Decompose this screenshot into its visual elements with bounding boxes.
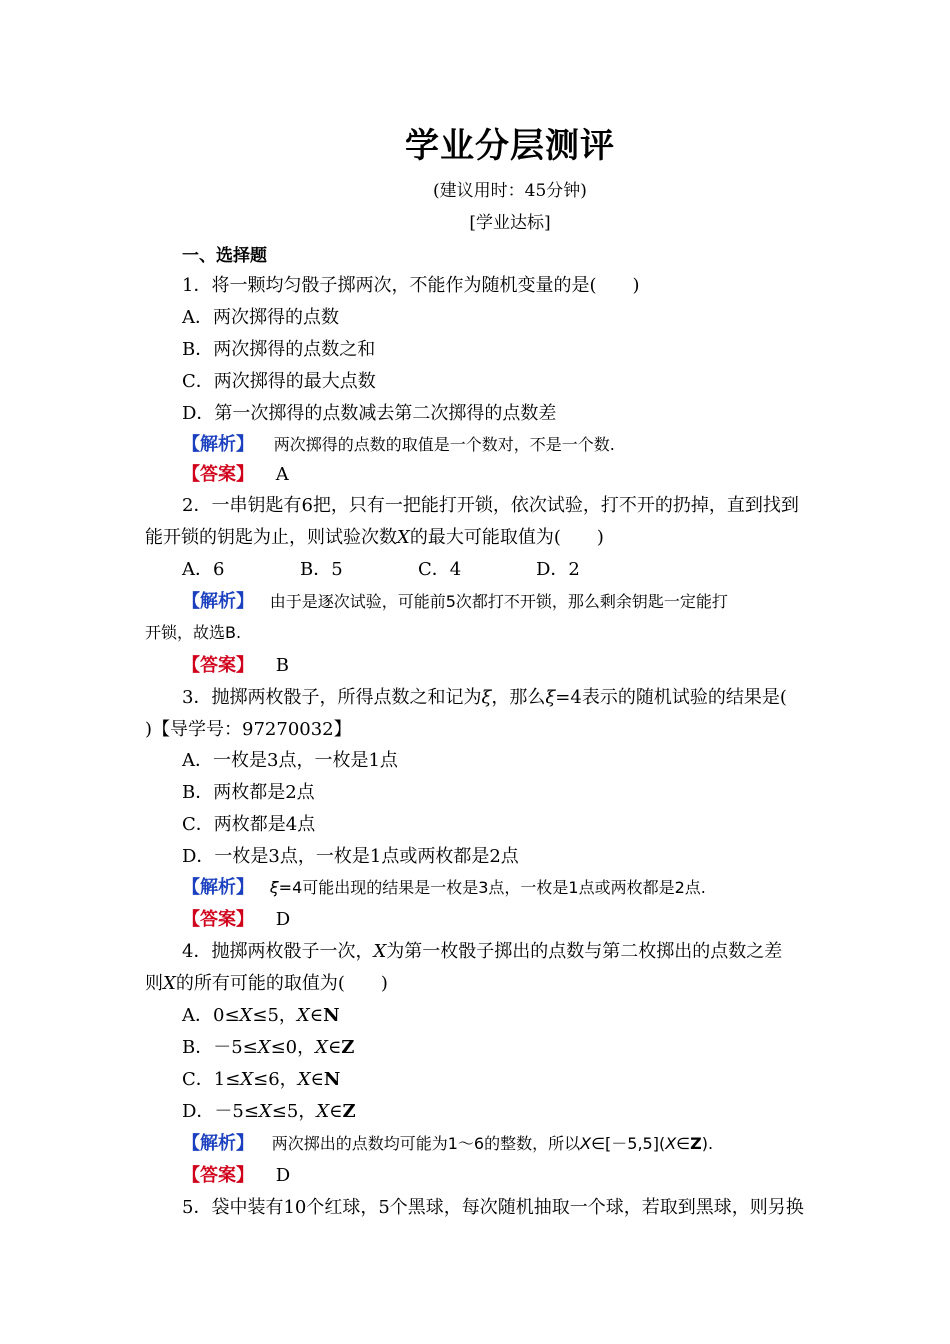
q2-stem-text-a: 能开锁的钥匙为止，则试验次数 (145, 527, 397, 548)
q3-answer-value: D (275, 909, 291, 930)
element-of-symbol: ∈ (676, 1134, 691, 1153)
q4-stem-text-c: 则 (145, 973, 163, 994)
answer-tag: 【答案】 (182, 464, 254, 485)
q3-xi-symbol: ξ (481, 687, 492, 708)
q4-analysis-text: 两次掷出的点数均可能为1～6的整数，所以 (271, 1134, 581, 1153)
option-range: ≤5， (252, 1005, 297, 1026)
question-2-stem-line1: 2．一串钥匙有6把，只有一把能打开锁，依次试验，打不开的扔掉，直到找到 (182, 495, 799, 516)
q4-option-d (182, 1097, 356, 1123)
page-title: 学业分层测评 (405, 126, 615, 166)
analysis-tag: 【解析】 (182, 591, 254, 612)
q2-variable: X (397, 527, 410, 548)
q4-stem-text-d: 的所有可能的取值为( ) (175, 973, 388, 994)
time-note: (建议用时：45分钟) (433, 181, 587, 201)
element-of-symbol: ∈ (309, 1005, 324, 1026)
number-set: N (323, 1005, 340, 1026)
q1-option-a: A．两次掷得的点数 (182, 307, 339, 328)
q4-variable: X (665, 1134, 677, 1153)
q3-answer (182, 905, 290, 931)
option-label: C．1≤ (182, 1069, 241, 1090)
q1-answer (182, 460, 289, 486)
q4-option-c (182, 1065, 340, 1091)
q4-variable: X (258, 1101, 272, 1122)
question-4-stem-line2 (145, 969, 388, 995)
answer-tag: 【答案】 (182, 1165, 254, 1186)
section-heading: 一、选择题 (182, 246, 267, 266)
number-set: N (323, 1069, 341, 1090)
question-1-stem: 1．将一颗均匀骰子掷两次，不能作为随机变量的是( ) (182, 275, 640, 296)
q3-option-b: B．两枚都是2点 (182, 782, 315, 803)
q2-option-c: C．4 (418, 559, 462, 580)
q2-answer-value: B (275, 655, 289, 676)
q1-option-d: D．第一次掷得的点数减去第二次掷得的点数差 (182, 403, 557, 424)
q4-variable: X (296, 1005, 310, 1026)
q4-option-a (182, 1001, 340, 1027)
option-range: ≤0， (270, 1037, 316, 1058)
element-of-symbol: ∈ (591, 1134, 606, 1153)
q4-analysis-end: ). (701, 1134, 714, 1153)
q2-options (182, 555, 654, 581)
answer-tag: 【答案】 (182, 655, 254, 676)
q2-analysis-text-line1: 由于是逐次试验，可能前5次都打不开锁，那么剩余钥匙一定能打 (269, 592, 728, 611)
analysis-tag: 【解析】 (182, 434, 254, 455)
q2-stem-text-b: 的最大可能取值为( ) (409, 527, 604, 548)
option-range: ≤6， (253, 1069, 298, 1090)
question-3-stem-line1 (182, 683, 787, 709)
analysis-tag: 【解析】 (182, 877, 254, 898)
number-set: Z (690, 1134, 702, 1153)
element-of-symbol: ∈ (327, 1037, 342, 1058)
q3-xi-symbol: ξ (269, 878, 279, 897)
question-3-stem-line2: )【导学号：97270032】 (145, 719, 352, 740)
q2-option-d: D．2 (536, 559, 580, 580)
q2-option-b: B．5 (300, 559, 343, 580)
question-5-stem-line1: 5．袋中装有10个红球，5个黑球，每次随机抽取一个球，若取到黑球，则另换 (182, 1197, 804, 1218)
q4-variable: X (257, 1037, 271, 1058)
q4-variable: X (240, 1069, 254, 1090)
q4-answer-value: D (275, 1165, 291, 1186)
number-set: Z (342, 1101, 356, 1122)
q1-option-b: B．两次掷得的点数之和 (182, 339, 376, 360)
q4-variable: X (297, 1069, 311, 1090)
q4-variable: X (580, 1134, 592, 1153)
q4-analysis (182, 1129, 713, 1155)
q4-variable: X (315, 1037, 328, 1058)
number-set: Z (341, 1037, 355, 1058)
q1-analysis-text: 两次掷得的点数的取值是一个数对，不是一个数. (273, 435, 615, 454)
q3-stem-text-a: 3．抛掷两枚骰子，所得点数之和记为 (182, 687, 482, 708)
q2-answer (182, 651, 289, 677)
option-range: ≤5， (271, 1101, 317, 1122)
question-2-stem-line2 (145, 523, 604, 549)
answer-tag: 【答案】 (182, 909, 254, 930)
element-of-symbol: ∈ (310, 1069, 324, 1090)
q3-stem-text-c: =4表示的随机试验的结果是( (555, 687, 787, 708)
q4-variable: X (316, 1101, 330, 1122)
q3-analysis-text: =4可能出现的结果是一枚是3点，一枚是1点或两枚都是2点. (278, 878, 706, 897)
option-label: B．－5≤ (182, 1037, 258, 1058)
q3-option-d: D．一枚是3点，一枚是1点或两枚都是2点 (182, 846, 519, 867)
section-tag: [学业达标] (469, 213, 551, 233)
q4-stem-text-a: 4．抛掷两枚骰子一次， (182, 941, 374, 962)
q3-option-a: A．一枚是3点，一枚是1点 (182, 750, 398, 771)
q4-stem-text-b: 为第一枚骰子掷出的点数与第二枚掷出的点数之差 (386, 941, 783, 962)
q2-analysis (182, 587, 728, 613)
q4-option-b (182, 1033, 354, 1059)
element-of-symbol: ∈ (329, 1101, 343, 1122)
q1-option-c: C．两次掷得的最大点数 (182, 371, 376, 392)
analysis-tag: 【解析】 (182, 1133, 254, 1154)
q3-analysis (182, 873, 706, 899)
q4-variable: X (163, 973, 176, 994)
option-label: A．0≤ (182, 1005, 240, 1026)
q3-xi-symbol: ξ (545, 687, 556, 708)
q4-interval: [－5,5]( (605, 1134, 666, 1153)
q2-analysis-text-line2: 开锁，故选B. (145, 623, 242, 642)
q3-option-c: C．两枚都是4点 (182, 814, 316, 835)
option-label: D．－5≤ (182, 1101, 259, 1122)
q2-option-a: A．6 (182, 559, 225, 580)
q1-answer-value: A (275, 464, 289, 485)
q1-analysis (182, 430, 615, 456)
q4-answer (182, 1161, 290, 1187)
question-4-stem-line1 (182, 937, 782, 963)
q4-variable: X (239, 1005, 253, 1026)
q3-stem-text-b: ，那么 (491, 687, 546, 708)
q4-variable: X (373, 941, 387, 962)
